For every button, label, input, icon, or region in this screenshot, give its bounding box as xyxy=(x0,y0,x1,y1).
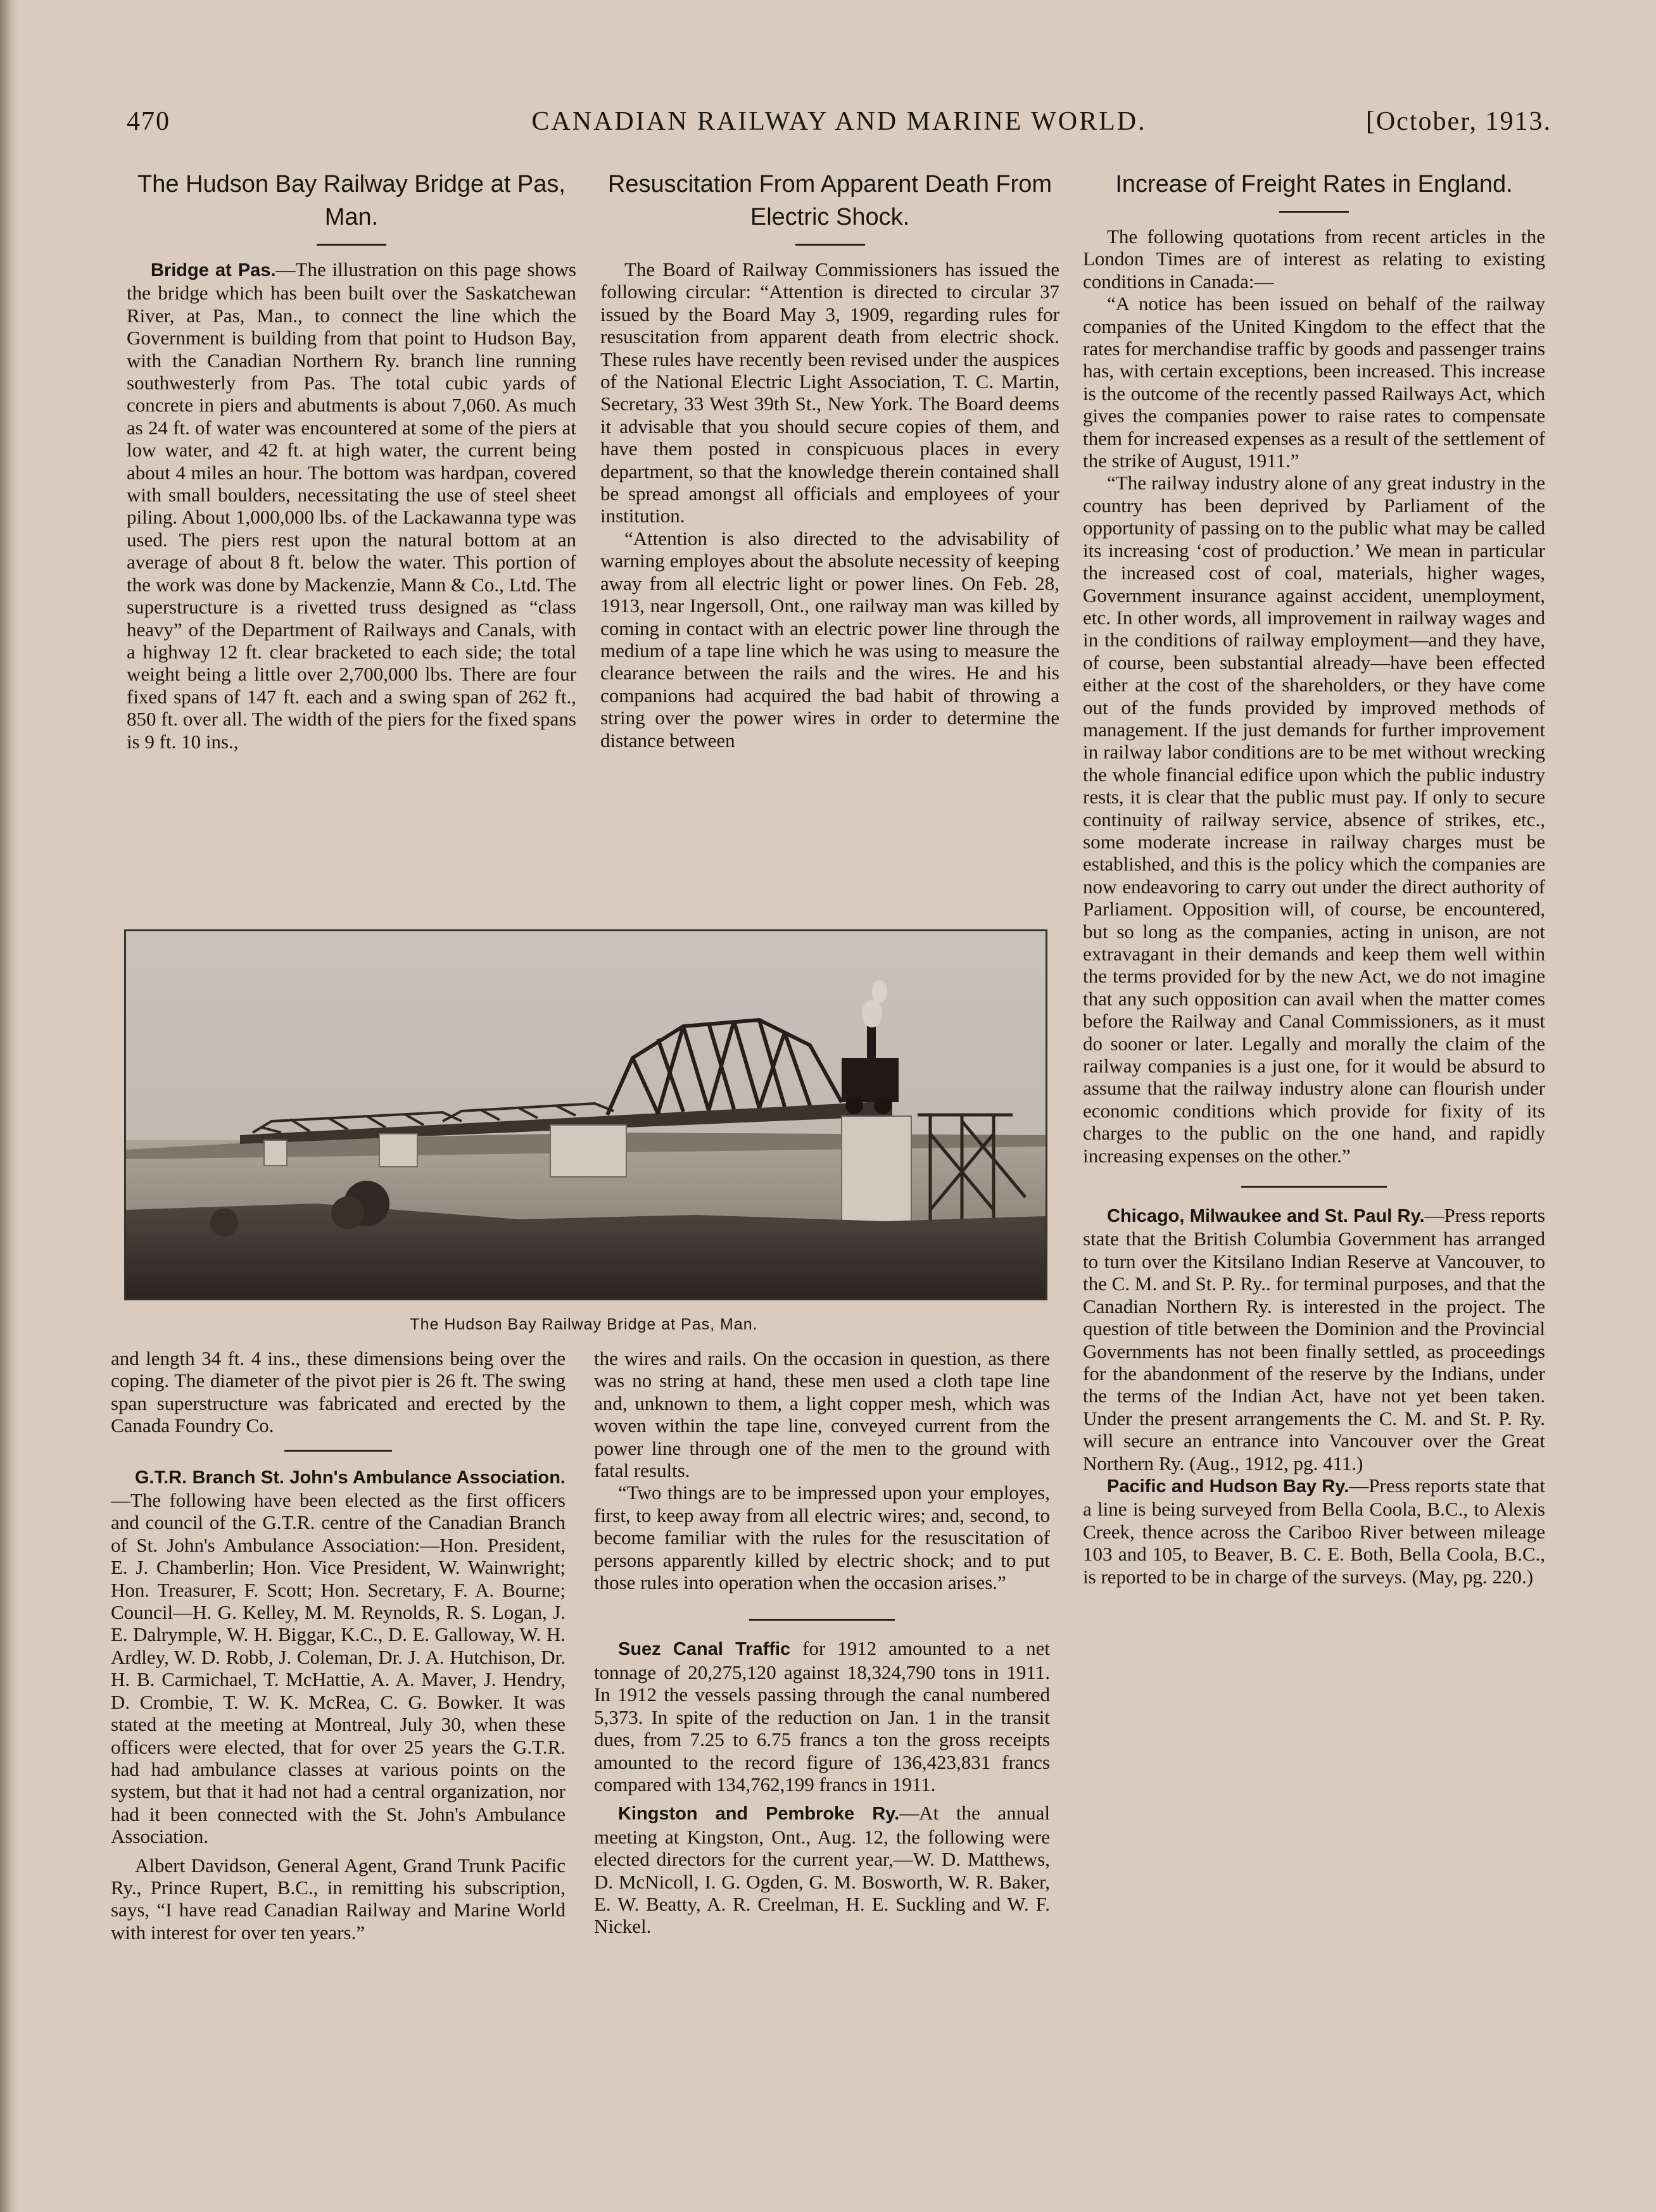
article-heading: Increase of Freight Rates in England. xyxy=(1115,171,1513,198)
page-header xyxy=(127,106,1552,144)
paragraph: “Two things are to be impressed upon your employes, first, to keep away from all electric wires; and, second, to become familiar with the rules for the resuscitation of persons apparently killed by electric shock; and to put those rules into operation when the occasion arises.” xyxy=(594,1481,1050,1594)
paragraph: “The railway industry alone of any great industry in the country has been deprived by Parliament of the opportunity of passing on to the public what may be called its increasing ‘cost of production.’ We mean in particular the increased cost of coal, materials, higher wages, Government insurance against accident, unemployment, etc. In other words, all improvement in railway wages and in the conditions of railway employment—and they have, of course, been substantial already—have been effected either at the cost of the shareholders, or they have come out of the funds provided by improved methods of management. If the just demands for further improvement in railway labor conditions are to be met without wrecking the whole financial edifice upon which the public industry rests, it is clear that the public must pay. If only to secure continuity of railway service, absence of strikes, etc., some moderate increase in railway charges must be established, and this is the policy which the companies are now endeavoring to carry out under the direct authority of Parliament. Opposition will, of course, be encountered, but so long as the companies, acting in unison, are not extravagant in their demands and keep them well within the terms provided for by the new Act, we do not imagine that any such opposition can avail when the matter comes before the Railway and Canal Commissioners, as it must do sooner or later. Legally and morally the claim of the railway companies is a just one, for it would be absurd to assume that the railway industry alone can flourish under economic conditions which provide for fixity of its charges to the public on the one hand, and rapidly increasing expenses on the other.” xyxy=(1083,472,1545,1167)
bridge-photo-image xyxy=(126,931,1046,1298)
body-text: —The following have been elected as the first officers and council of the G.T.R. centre of the Canadian Branch of St. John's Ambulance Association:—Hon. President, E. J. Chamberlin; Hon. Vice President, W. Wainwright; Hon. Treasurer, F. Scott; Hon. Secretary, F. A. Bourne; Council—H. G. Kelley, M. M. Reynolds, R. S. Logan, J. E. Dalrymple, W. H. Biggar, K.C., D. E. Galloway, W. H. Ardley, W. D. Robb, J. Coleman, Dr. J. A. Hutchison, Dr. H. B. Carmichael, T. McHattie, A. A. Maver, J. Hendry, D. Crombie, T. W. K. McRea, C. G. Bowker. It was stated at the meeting at Montreal, July 30, when these officers were elected, that for over 25 years the G.T.R. had had ambulance classes at various points on the system, but that it had not had a central organization, nor had it been connected with the St. John's Ambulance Association. xyxy=(111,1489,566,1848)
page-binding-edge xyxy=(0,0,18,2212)
body-text: —Press reports state that the British Columbia Government has arranged to turn over the Kitsilano Indian Reserve at Vancouver, to the C. M. and St. P. Ry.. for terminal purposes, and that the Canadian Northern Ry. is interested in the project. The question of title between the Dominion and the Provincial Governments has not been finally settled, as proceedings for the abandonment of the reserve by the Indians, under the terms of the Indian Act, have not yet been taken. Under the present arrangements the C. M. and St. P. Ry. will secure an entrance into Vancouver over the Great Northern Ry. (Aug., 1912, pg. 411.) xyxy=(1083,1204,1545,1474)
photo-caption: The Hudson Bay Railway Bridge at Pas, Man. xyxy=(410,1316,758,1333)
news-item-kingston-pembroke xyxy=(594,1802,1050,1937)
news-item-cmsp xyxy=(1083,1204,1545,1474)
paragraph: The following quotations from recent articles in the London Times are of interest as relating to existing conditions in Canada:— xyxy=(1083,225,1545,292)
divider xyxy=(284,1450,392,1452)
paragraph: “Attention is also directed to the advisability of warning employes about the absolute necessity of keeping away from all electric light or power lines. On Feb. 28, 1913, near Ingersoll, Ont., one railway man was killed by coming in contact with an electric power line through the medium of a tape line which he was using to measure the clearance between the rails and the wires. He and his companions had acquired the bad habit of throwing a string over the power wires in order to determine the distance between xyxy=(600,527,1059,751)
news-item-suez xyxy=(594,1637,1050,1795)
paragraph: Albert Davidson, General Agent, Grand Trunk Pacific Ry., Prince Rupert, B.C., in remitting his subscription, says, “I have read Canadian Railway and Marine World with interest for over ten years.” xyxy=(111,1854,566,1944)
lead-in: Bridge at Pas. xyxy=(151,260,276,280)
divider xyxy=(749,1619,895,1621)
lead-in: Suez Canal Traffic xyxy=(618,1639,791,1660)
body-text: —The illustration on this page shows the bridge which has been built over the Saskatchewan River, at Pas, Man., to connect the line which the Government is building from that point to Hudson Bay, with the Canadian Northern Ry. branch line running southwesterly from Pas. The total cubic yards of concrete in piers and abutments is about 7,060. As much as 24 ft. of water was encountered at some of the piers at low water, and 42 ft. at high water, the current being about 4 miles an hour. The bottom was hardpan, covered with small boulders, necessitating the use of steel sheet piling. About 1,000,000 lbs. of the Lackawanna type was used. The piers rest upon the natural bottom at an average of about 8 ft. below the water. This portion of the work was done by Mackenzie, Mann & Co., Ltd. The superstructure is a rivetted truss designed as “class heavy” of the Department of Railways and Canals, with a highway 12 ft. clear bracketed to each side; the total weight being a little over 2,700,000 lbs. There are four fixed spans of 147 ft. each and a swing span of 262 ft., 850 ft. over all. The width of the piers for the fixed spans is 9 ft. 10 ins., xyxy=(127,258,576,753)
bridge-photograph xyxy=(124,929,1047,1300)
lead-in: Chicago, Milwaukee and St. Paul Ry. xyxy=(1107,1206,1425,1227)
paragraph: and length 34 ft. 4 ins., these dimensions being over the coping. The diameter of the pivot pier is 26 ft. The swing span superstructure was fabricated and erected by the Canada Foundry Co. xyxy=(111,1347,566,1437)
article-hudson-bay-bridge xyxy=(127,168,576,753)
divider xyxy=(1241,1186,1387,1188)
paragraph: the wires and rails. On the occasion in question, as there was no string at hand, these men used a cloth tape line and, unknown to them, a light copper mesh, which was woven within the tape line, conveyed current from the power line through one of the men to the ground with fatal results. xyxy=(594,1347,1050,1482)
paragraph: The Board of Railway Commissioners has issued the following circular: “Attention is directed to circular 37 issued by the Board May 3, 1909, regarding rules for resuscitation from apparent death from electric shock. These rules have recently been revised under the auspices of the National Electric Light Association, T. C. Martin, Secretary, 33 West 39th St., New York. The Board deems it advisable that you should secure copies of them, and have them posted in conspicuous places in every department, so that the knowledge therein contained shall be spread amongst all officials and employees of your institution. xyxy=(600,258,1059,527)
body-text: —Press reports state that a line is being surveyed from Bella Coola, B.C., to Alexis Creek, thence across the Cariboo River between mileage 103 and 105, to Beaver, B. C. E. Both, Bella Coola, B.C., is reported to be in charge of the surveys. (May, pg. 220.) xyxy=(1083,1474,1545,1588)
lead-in: Pacific and Hudson Bay Ry. xyxy=(1107,1476,1349,1497)
lead-in: G.T.R. Branch St. John's Ambulance Association. xyxy=(135,1467,566,1488)
publication-title: CANADIAN RAILWAY AND MARINE WORLD. xyxy=(531,107,1147,136)
column-2-continued xyxy=(594,1347,1050,1938)
body-text: for 1912 amounted to a net tonnage of 20,275,120 against 18,324,790 tons in 1911. In 1912 the vessels passing through the canal numbered 5,373. In spite of the reduction on Jan. 1 in the transit dues, from 7.25 to 6.75 francs a ton the gross receipts amounted to the record figure of 136,423,831 francs compared with 134,762,199 francs in 1911. xyxy=(594,1637,1050,1795)
page-number: 470 xyxy=(127,107,170,136)
news-item-phb xyxy=(1083,1474,1545,1588)
article-heading: Resuscitation From Apparent Death From Electric Shock. xyxy=(607,171,1052,230)
article-body xyxy=(127,258,576,753)
news-item-gtr-ambulance xyxy=(111,1466,566,1848)
paragraph: “A notice has been issued on behalf of the railway companies of the United Kingdom to the effect that the rates for merchandise traffic by goods and passenger trains has, with certain exceptions, been increased. This increase is the outcome of the recently passed Railways Act, which gives the companies power to raise rates to compensate them for increased expenses as a result of the settlement of the strike of August, 1911.” xyxy=(1083,292,1545,472)
divider xyxy=(1279,211,1349,213)
article-heading: The Hudson Bay Railway Bridge at Pas, Man. xyxy=(137,171,566,230)
article-freight-rates xyxy=(1083,168,1545,1588)
article-resuscitation xyxy=(600,168,1059,751)
issue-date: [October, 1913. xyxy=(1365,107,1552,136)
column-1-continued xyxy=(111,1347,566,1944)
body-text: —At the annual meeting at Kingston, Ont., Aug. 12, the following were elected directors for the current year,—W. D. Matthews, D. McNicoll, I. G. Ogden, G. M. Bosworth, W. R. Baker, E. W. Beatty, A. R. Creelman, H. E. Suckling and W. F. Nickel. xyxy=(594,1802,1051,1938)
divider xyxy=(317,244,386,246)
lead-in: Kingston and Pembroke Ry. xyxy=(618,1804,900,1825)
divider xyxy=(795,244,865,246)
